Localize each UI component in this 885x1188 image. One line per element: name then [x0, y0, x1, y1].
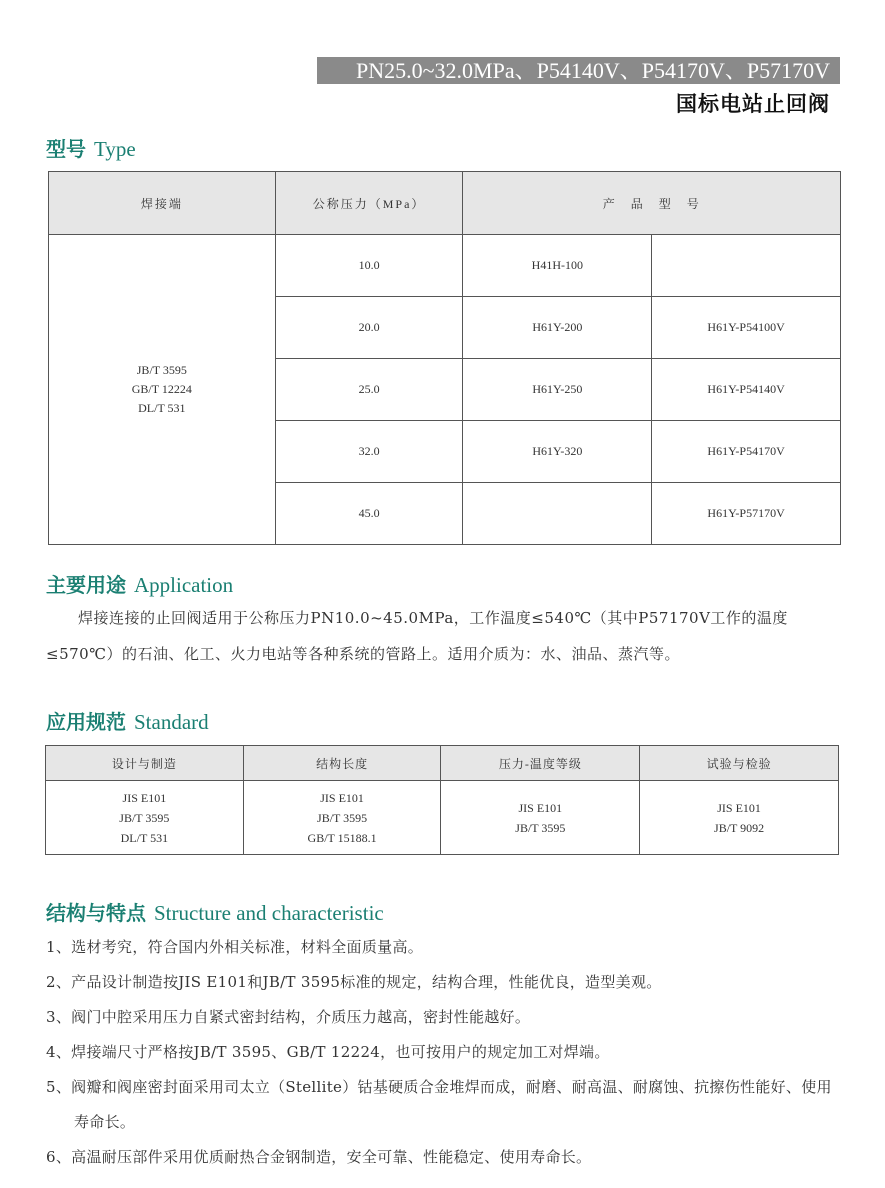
structure-heading-cn: 结构与特点 [46, 901, 146, 925]
list-item: 5、阀瓣和阀座密封面采用司太立（Stellite）钴基硬质合金堆焊而成，耐磨、耐高温、耐腐蚀、抗擦伤性能好、使用寿命长。 [46, 1078, 832, 1131]
pressure-cell: 20.0 [275, 297, 463, 359]
list-item: 3、阀门中腔采用压力自紧式密封结构，介质压力越高，密封性能越好。 [46, 1008, 531, 1026]
model-b-cell: H61Y-P57170V [652, 483, 841, 545]
std-line: JB/T 9092 [714, 820, 765, 835]
pressure-cell: 32.0 [275, 421, 463, 483]
structure-heading [46, 897, 384, 926]
pressure-cell: 25.0 [275, 359, 463, 421]
col-nominal-pressure: 公称压力（MPa） [275, 172, 463, 235]
welding-std: JB/T 3595 [136, 363, 187, 377]
standard-heading [46, 706, 209, 735]
std-line: JIS E101 [518, 800, 563, 815]
welding-std: DL/T 531 [138, 401, 186, 415]
list-item: 2、产品设计制造按JIS E101和JB/T 3595标准的规定，结构合理，性能优良，造型美观。 [46, 973, 662, 991]
design-cell [46, 781, 244, 855]
application-heading [46, 569, 233, 598]
type-heading-cn: 型号 [46, 137, 86, 161]
model-a-cell [463, 483, 652, 545]
table-row [46, 781, 839, 855]
model-b-cell: H61Y-P54170V [652, 421, 841, 483]
std-line: DL/T 531 [120, 830, 169, 845]
std-line: JIS E101 [122, 790, 167, 805]
standard-table [45, 745, 839, 855]
testing-cell [640, 781, 839, 855]
pressure-class-banner: PN25.0~32.0MPa、P54140V、P54170V、P57170V [317, 57, 840, 84]
welding-std: GB/T 12224 [131, 382, 192, 396]
col-product-model: 产 品 型 号 [463, 172, 841, 235]
application-heading-en: Application [134, 573, 234, 597]
type-heading-en: Type [94, 137, 136, 161]
std-line: JB/T 3595 [515, 820, 566, 835]
application-heading-cn: 主要用途 [46, 573, 126, 597]
model-a-cell: H61Y-250 [463, 359, 652, 421]
std-line: JIS E101 [320, 790, 364, 805]
model-b-cell: H61Y-P54140V [652, 359, 841, 421]
model-a-cell: H41H-100 [463, 235, 652, 297]
col-pt-rating: 压力-温度等级 [441, 746, 640, 781]
pt-rating-cell [441, 781, 640, 855]
std-line: JB/T 3595 [317, 810, 368, 825]
col-design: 设计与制造 [46, 746, 244, 781]
structure-heading-en: Structure and characteristic [154, 901, 384, 925]
pressure-cell: 10.0 [275, 235, 463, 297]
std-line: JIS E101 [717, 800, 761, 815]
feature-list [46, 930, 846, 1175]
model-a-cell: H61Y-200 [463, 297, 652, 359]
list-item: 6、高温耐压部件采用优质耐热合金钢制造，安全可靠、性能稳定、使用寿命长。 [46, 1148, 592, 1166]
table-row [49, 235, 841, 297]
list-item: 4、焊接端尺寸严格按JB/T 3595、GB/T 12224，也可按用户的规定加工对焊端。 [46, 1043, 610, 1061]
col-testing: 试验与检验 [640, 746, 839, 781]
std-line: GB/T 15188.1 [307, 830, 377, 845]
page-title: 国标电站止回阀 [676, 92, 830, 116]
col-length: 结构长度 [243, 746, 441, 781]
list-item: 1、选材考究，符合国内外相关标准，材料全面质量高。 [46, 938, 424, 956]
welding-end-cell [49, 235, 276, 545]
std-line: JB/T 3595 [119, 810, 170, 825]
type-table [48, 171, 841, 545]
standard-heading-en: Standard [134, 710, 209, 734]
model-b-cell [652, 235, 841, 297]
type-heading [46, 133, 136, 162]
model-b-cell: H61Y-P54100V [652, 297, 841, 359]
model-a-cell: H61Y-320 [463, 421, 652, 483]
standard-heading-cn: 应用规范 [46, 710, 126, 734]
pressure-cell: 45.0 [275, 483, 463, 545]
application-text: 焊接连接的止回阀适用于公称压力PN10.0~45.0MPa，工作温度≤540℃（其中P57170V工作的温度≤570℃）的石油、化工、火力电站等各种系统的管路上。适用介质为：水、油品、蒸汽等。 [46, 609, 788, 663]
length-cell [243, 781, 441, 855]
col-welding-end: 焊接端 [49, 172, 276, 235]
